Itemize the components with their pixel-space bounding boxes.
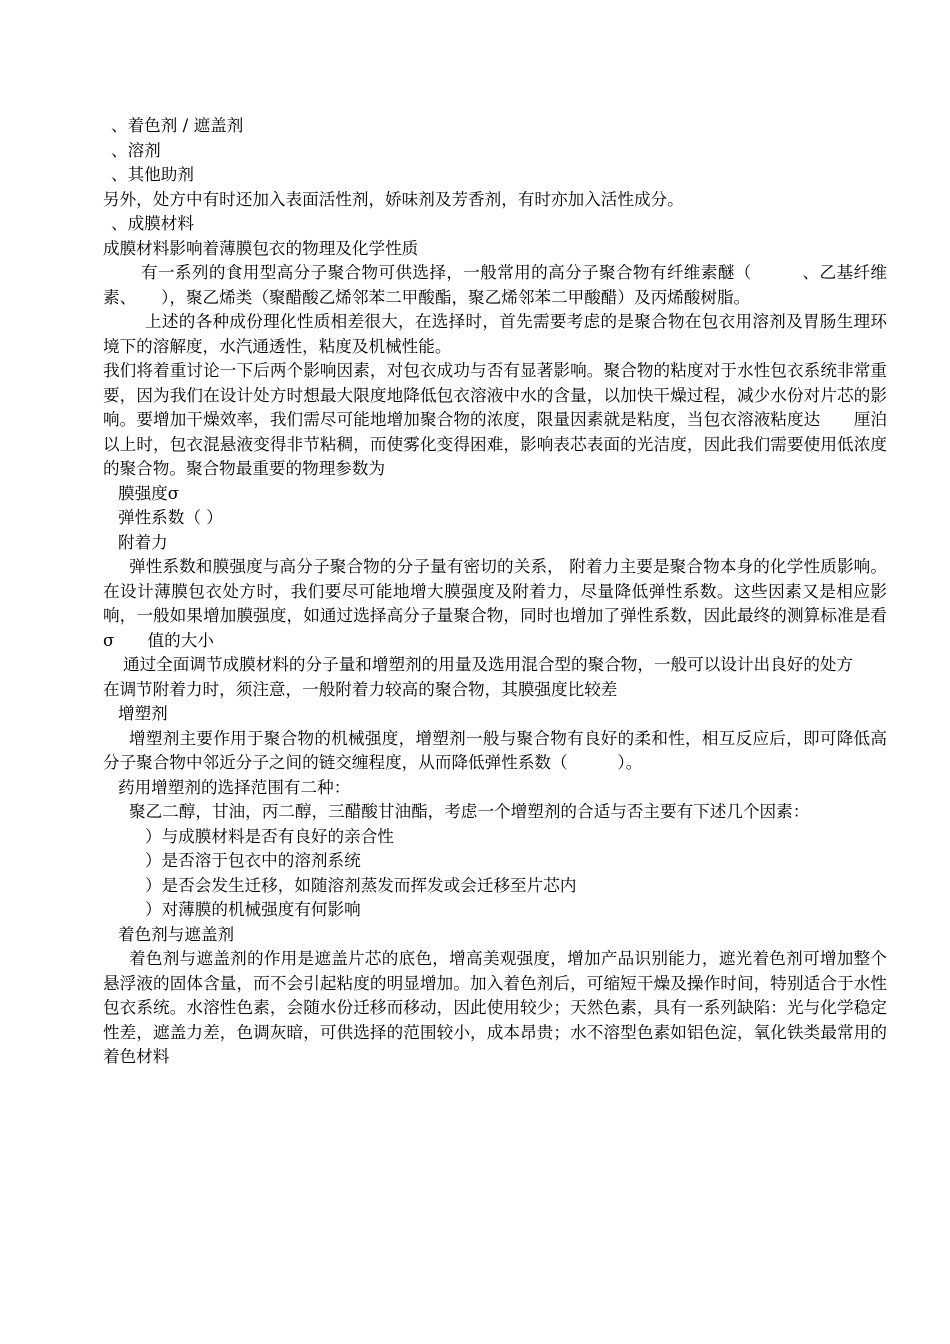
paragraph-relation: 弹性系数和膜强度与高分子聚合物的分子量有密切的关系， 附着力主要是聚合物本身的化学性质影响。在设计薄膜包衣处方时，我们要尽可能地增大膜强度及附着力，尽量降低弹性系数。这些因素又是相应影响，一般如果增加膜强度，如通过选择高分子量聚合物，同时也增加了弹性系数，因此最终的测算标准是看σ 值的大小 (103, 557, 887, 650)
paragraph-polymers: 有一系列的食用型高分子聚合物可供选择，一般常用的高分子聚合物有纤维素醚（ 、乙基纤维素、 ），聚乙烯类（聚醋酸乙烯邻苯二甲酸酯，聚乙烯邻苯二甲酸醋）及丙烯酸树脂。 (103, 263, 887, 307)
paragraph-viscosity: 我们将着重讨论一下后两个影响因素，对包衣成功与否有显著影响。聚合物的粘度对于水性包衣系统非常重要，因为我们在设计处方时想最大限度地降低包衣溶液中水的含量，以加快干燥过程，减少水份对片芯的影响。要增加干燥效率，我们需尽可能地增加聚合物的浓度，限量因素就是粘度，当包衣溶液粘度达 厘泊以上时，包衣混悬液变得非节粘稠，而使雾化变得困难，影响表芯表面的光洁度，因此我们需要使用低浓度的聚合物。聚合物最重要的物理参数为 (103, 361, 887, 478)
paragraph-colorant: 着色剂与遮盖剂的作用是遮盖片芯的底色，增高美观强度，增加产品识别能力，遮光着色剂可增加整个悬浮液的固体含量，而不会引起粘度的明显增加。加入着色剂后，可缩短干燥及操作时间，特别适合于水性包衣系统。水溶性色素，会随水份迁移而移动，因此使用较少；天然色素，具有一系列缺陷：光与化学稳定性差，遮盖力差，色调灰暗，可供选择的范围较小，成本昂贵；水不溶型色素如铝色淀，氧化铁类最常用的着色材料 (103, 949, 887, 1066)
factor-item: ）对薄膜的机械强度有何影响 (145, 900, 361, 919)
section-heading-colorant: 着色剂与遮盖剂 (118, 924, 235, 944)
document-body (103, 114, 887, 1070)
factor-item: ）是否溶于包衣中的溶剂系统 (145, 851, 361, 870)
factor-item: ）与成膜材料是否有良好的亲合性 (145, 826, 394, 846)
factor-item: ）是否会发生迁移，如随溶剂蒸发而挥发或会迁移至片芯内 (145, 875, 577, 895)
list-item-other-aids: 、其他助剂 (111, 165, 194, 184)
paragraph-plasticizer-list: 聚乙二醇，甘油，丙二醇，三醋酸甘油酯，考虑一个增塑剂的合适与否主要有下述几个因素： (129, 802, 810, 821)
paragraph-properties: 上述的各种成份理化性质相差很大，在选择时，首先需要考虑的是聚合物在包衣用溶剂及胃肠生理环境下的溶解度，水汽通透性，粘度及机械性能。 (103, 312, 887, 356)
paragraph-plasticizer: 增塑剂主要作用于聚合物的机械强度，增塑剂一般与聚合物有良好的柔和性，相互反应后，即可降低高分子聚合物中邻近分子之间的链交缠程度，从而降低弹性系数（ ）。 (103, 728, 887, 772)
list-item-solvent: 、溶剂 (111, 140, 161, 160)
section-heading-film: 、成膜材料 (111, 214, 194, 233)
section-heading-plasticizer: 增塑剂 (118, 704, 168, 723)
note-other-additives: 另外，处方中有时还加入表面活性剂，娇味剂及芳香剂，有时亦加入活性成分。 (103, 189, 684, 209)
paragraph-adjust: 通过全面调节成膜材料的分子量和增塑剂的用量及选用混合型的聚合物，一般可以设计出良好的处方 (123, 655, 854, 674)
param-film-strength: 膜强度σ (118, 483, 180, 503)
list-item-colorant: 、着色剂 / 遮盖剂 (111, 116, 244, 135)
param-adhesion: 附着力 (118, 532, 168, 552)
plasticizer-range: 药用增塑剂的选择范围有二种： (118, 777, 351, 797)
param-elastic-modulus: 弹性系数（ ） (118, 508, 223, 527)
film-intro: 成膜材料影响着薄膜包衣的物理及化学性质 (103, 238, 419, 258)
paragraph-adhesion-note: 在调节附着力时，须注意，一般附着力较高的聚合物，其膜强度比较差 (103, 679, 618, 699)
